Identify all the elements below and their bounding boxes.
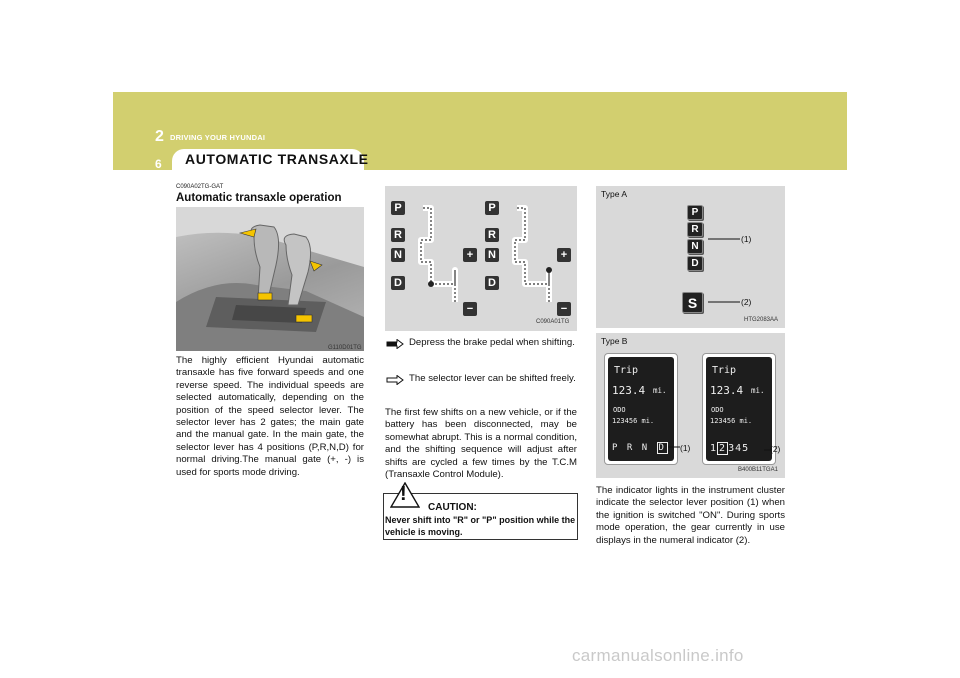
type-b-callout-1: (1) [680, 443, 691, 453]
gate-key-d-right: D [485, 276, 499, 290]
odo-value-2: 123456 mi. [710, 417, 753, 425]
strip-gear-4: 4 [735, 443, 743, 454]
cluster-screen-1 [608, 357, 674, 461]
bullet-free-shift: The selector lever can be shifted freely. [409, 373, 576, 384]
indicator-r: R [687, 222, 703, 237]
type-b-callout-2: (2) [770, 444, 781, 454]
type-a-callout-1: (1) [741, 234, 752, 244]
type-b-image-code: B400B11TGA1 [738, 467, 778, 473]
chapter-number: 2 [155, 128, 164, 145]
indicator-n: N [687, 239, 703, 254]
shift-lever-photo [176, 207, 364, 351]
right-body-text: The indicator lights in the instrument cluster indicate the selector lever position (1) when the ignition is switched "ON". During sports mode operation, the gear currently in use displays in the numeral indicator (2). [596, 485, 785, 546]
trip-value-1: 123.4 [612, 384, 646, 397]
strip-gear-5: 5 [742, 443, 750, 454]
section-title: AUTOMATIC TRANSAXLE [185, 151, 369, 167]
caution-title: CAUTION: [428, 502, 477, 513]
left-body-text: The highly efficient Hyundai automatic transaxle has five forward speeds and one reverse speed. The individual speeds are selected automatically, depending on the position of the speed selector lever. The selector lever has 2 gates; the main gate and the manual gate. In the main gate, the selector lever has 4 positions (P,R,N,D) for normal driving.The manual gate (+, -) is used for sports mode driving. [176, 355, 364, 478]
solid-arrow-icon [386, 339, 404, 349]
type-b-label: Type B [601, 336, 628, 346]
photo-image-code: G110D01TG [328, 345, 362, 351]
indicator-sport: S [682, 292, 703, 313]
chapter-title: DRIVING YOUR HYUNDAI [170, 133, 266, 142]
watermark: carmanualsonline.info [572, 646, 744, 665]
gate-path-drawing [385, 186, 577, 331]
strip-gear-1: 1 [710, 443, 718, 454]
gear-strip-2 [710, 443, 749, 454]
callout-line-2 [708, 301, 740, 305]
odo-value-1: 123456 mi. [612, 417, 655, 425]
gate-key-p-right: P [485, 201, 499, 215]
gate-key-d-left: D [391, 276, 405, 290]
gear-strip-1 [612, 443, 668, 453]
callout-line-b1 [668, 446, 680, 450]
odo-label-1: ODO [613, 406, 626, 414]
indicator-p: P [687, 205, 703, 220]
gate-key-n-right: N [485, 248, 499, 262]
strip-gear-3: 3 [728, 443, 736, 454]
strip-gear-2: 2 [719, 443, 727, 454]
cluster-type-b-1 [604, 353, 678, 465]
gate-key-plus-left: + [463, 248, 477, 262]
type-a-image-code: HTG2083AA [744, 317, 779, 323]
shift-lever-illustration [176, 207, 364, 351]
middle-body-text: The first few shifts on a new vehicle, or if the battery has been disconnected, may be somewhat abrupt. This is a normal condition, and the shifting sequence will adjust after shifts are cycled a few times by the T.C.M (Transaxle Control Module). [385, 407, 577, 481]
indicator-d: D [687, 256, 703, 271]
strip-gear-p: P [612, 443, 620, 453]
strip-gear-r: R [626, 443, 635, 453]
bullet-brake: Depress the brake pedal when shifting. [409, 337, 575, 348]
gate-key-minus-right: − [557, 302, 571, 316]
type-a-callout-2: (2) [741, 297, 752, 307]
outline-arrow-icon [386, 375, 404, 385]
gate-key-n-left: N [391, 248, 405, 262]
trip-label-2: Trip [712, 365, 737, 376]
gate-key-minus-left: − [463, 302, 477, 316]
trip-label-1: Trip [614, 365, 639, 376]
callout-line-1 [708, 238, 740, 242]
odo-label-2: ODO [711, 406, 724, 414]
warning-exclamation: ! [400, 483, 407, 505]
cluster-screen-2 [706, 357, 772, 461]
type-a-label: Type A [601, 189, 627, 199]
subheading: Automatic transaxle operation [176, 192, 342, 204]
trip-unit-1: mi. [653, 386, 667, 395]
strip-gear-d: D [658, 443, 666, 453]
type-a-panel [596, 186, 785, 328]
section-code: C090A02TG-GAT [176, 184, 224, 190]
gate-key-p-left: P [391, 201, 405, 215]
trip-value-2: 123.4 [710, 384, 744, 397]
gate-image-code: C090A01TG [536, 319, 570, 325]
caution-text: Never shift into "R" or "P" position while the vehicle is moving. [385, 515, 576, 537]
trip-unit-2: mi. [751, 386, 765, 395]
strip-gear-n: N [641, 443, 650, 453]
type-b-panel [596, 333, 785, 478]
gate-key-r-left: R [391, 228, 405, 242]
gate-key-plus-right: + [557, 248, 571, 262]
page-number: 6 [155, 157, 162, 171]
gate-diagram-panel [385, 186, 577, 331]
gate-key-r-right: R [485, 228, 499, 242]
